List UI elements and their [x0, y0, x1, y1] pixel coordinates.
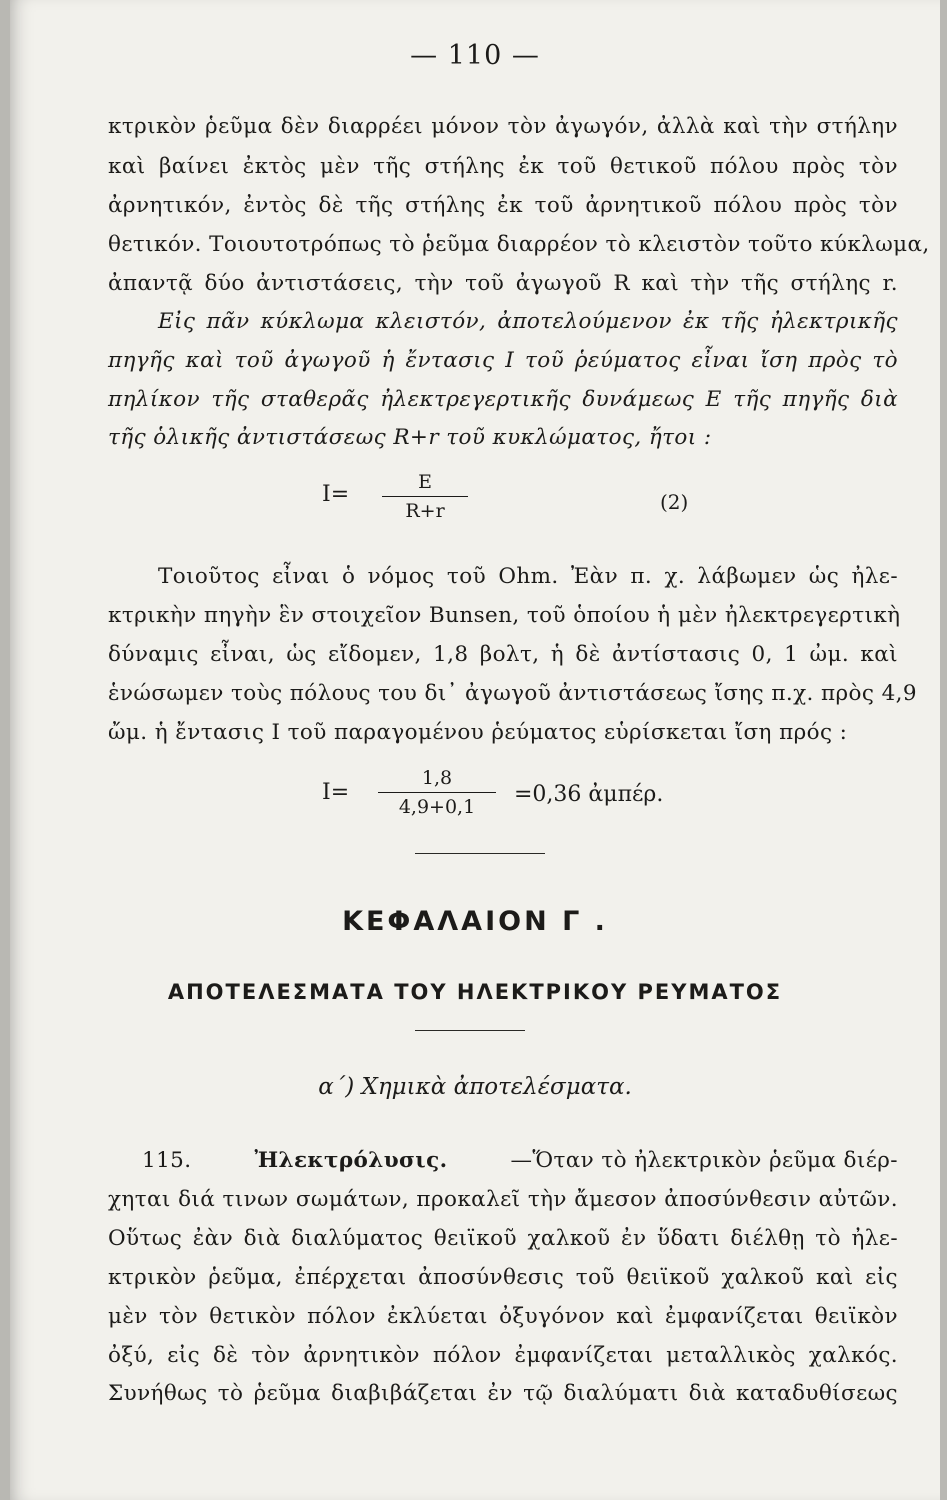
paragraph-number: 115.: [142, 1148, 192, 1173]
text-line-italic: τῆς ὁλικῆς ἀντιστάσεως R+r τοῦ κυκλώματος, ἤτοι :: [108, 425, 712, 450]
chapter-title: ΚΕΦΑΛΑΙΟΝ Γ .: [342, 906, 608, 937]
text-line: κτρικὴν πηγὴν ἓν στοιχεῖον Bunsen, τοῦ ὁποίου ἡ μὲν ἠλεκτρεγερτικὴ: [108, 603, 901, 628]
formula-ohm: [322, 482, 349, 507]
equation-label: (2): [660, 490, 689, 514]
formula-result: =0,36 ἀμπέρ.: [514, 782, 664, 807]
text-line: ἑνώσωμεν τοὺς πόλους του δι᾿ ἀγωγοῦ ἀντιστάσεως ἴσης π.χ. πρὸς 4,9: [108, 681, 917, 706]
text-line-italic: πηλίκον τῆς σταθερᾶς ἠλεκτρεγερτικῆς δυνάμεως E τῆς πηγῆς διὰ: [108, 387, 898, 412]
text-line-italic: Εἰς πᾶν κύκλωμα κλειστόν, ἀποτελούμενον ἐκ τῆς ἠλεκτρικῆς: [158, 309, 898, 334]
fraction-bar: [382, 496, 468, 497]
formula-fraction: [382, 470, 468, 523]
formula-example: [322, 780, 349, 805]
fraction-bar: [378, 792, 496, 793]
subtitle-divider: [415, 1030, 525, 1031]
text-line: κτρικὸν ῥεῦμα δὲν διαρρέει μόνον τὸν ἀγωγόν, ἀλλὰ καὶ τὴν στήλην: [108, 114, 898, 139]
fraction-denominator: 4,9+0,1: [398, 796, 476, 818]
formula-fraction: [378, 766, 496, 819]
text-line: θετικόν. Τοιουτοτρόπως τὸ ῥεῦμα διαρρέον τὸ κλειστὸν τοῦτο κύκλωμα,: [108, 232, 930, 257]
fraction-denominator: R+r: [405, 500, 445, 522]
text-line: Τοιοῦτος εἶναι ὁ νόμος τοῦ Ohm. Ἐὰν π. χ. λάβωμεν ὡς ἠλε-: [158, 564, 898, 589]
text-line: ὀξύ, εἰς δὲ τὸν ἀρνητικὸν πόλον ἐμφανίζεται μεταλλικὸς χαλκός.: [108, 1343, 898, 1368]
fraction-numerator: 1,8: [421, 767, 453, 789]
section-divider: [415, 853, 545, 854]
page-number: — 110 —: [410, 40, 540, 71]
section-title: α´) Χημικὰ ἀποτελέσματα.: [318, 1074, 632, 1100]
text-line: ὤμ. ἡ ἔντασις I τοῦ παραγομένου ῥεύματος εὑρίσκεται ἴση πρός :: [108, 720, 848, 745]
formula-lhs: I=: [322, 482, 350, 507]
text-line: χηται διά τινων σωμάτων, προκαλεῖ τὴν ἄμεσον ἀποσύνθεσιν αὐτῶν.: [108, 1187, 898, 1212]
text-line: [142, 1144, 898, 1178]
text-line: καὶ βαίνει ἐκτὸς μὲν τῆς στήλης ἐκ τοῦ θετικοῦ πόλου πρὸς τὸν: [108, 154, 898, 179]
chapter-subtitle: ΑΠΟΤΕΛΕΣΜΑΤΑ ΤΟΥ ΗΛΕΚΤΡΙΚΟΥ ΡΕΥΜΑΤΟΣ: [167, 980, 783, 1004]
text-line: δύναμις εἶναι, ὡς εἴδομεν, 1,8 βολτ, ἡ δὲ ἀντίστασις 0, 1 ὠμ. καὶ: [108, 642, 898, 667]
text-line: Συνήθως τὸ ῥεῦμα διαβιβάζεται ἐν τῷ διαλύματι διὰ καταδυθίσεως: [108, 1381, 898, 1406]
text-line-italic: πηγῆς καὶ τοῦ ἀγωγοῦ ἡ ἔντασις I τοῦ ῥεύματος εἶναι ἴση πρὸς τὸ: [108, 348, 898, 373]
book-page: [10, 0, 940, 1500]
formula-lhs: I=: [322, 780, 350, 805]
text-line: ἀπαντᾷ δύο ἀντιστάσεις, τὴν τοῦ ἀγωγοῦ R καὶ τὴν τῆς στήλης r.: [108, 271, 898, 296]
text-line: Οὕτως ἐὰν διὰ διαλύματος θειϊκοῦ χαλκοῦ ἐν ὕδατι διέλθῃ τὸ ἠλε-: [108, 1226, 898, 1251]
fraction-numerator: E: [418, 471, 432, 493]
text-line: κτρικὸν ῥεῦμα, ἐπέρχεται ἀποσύνθεσις τοῦ θειϊκοῦ χαλκοῦ καὶ εἰς: [108, 1265, 898, 1290]
text-line: ἀρνητικόν, ἐντὸς δὲ τῆς στήλης ἐκ τοῦ ἀρνητικοῦ πόλου πρὸς τὸν: [108, 193, 898, 218]
text-line: μὲν τὸν θετικὸν πόλον ἐκλύεται ὀξυγόνον καὶ ἐμφανίζεται θειϊκὸν: [108, 1304, 898, 1329]
paragraph-heading: Ἠλεκτρόλυσις.: [254, 1148, 448, 1173]
text-fragment: —Ὅταν τὸ ἠλεκτρικὸν ῥεῦμα διέρ-: [510, 1148, 898, 1173]
